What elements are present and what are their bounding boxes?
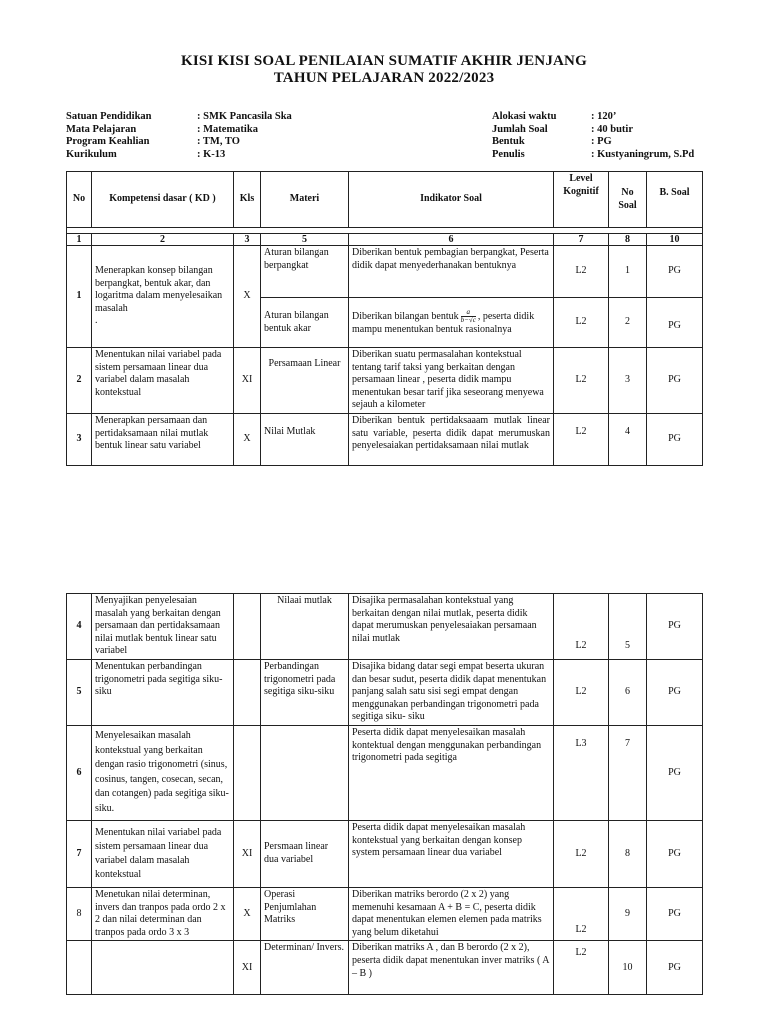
header-no-soal: No Soal	[609, 172, 647, 228]
row-kls	[234, 594, 261, 660]
meta-label: Mata Pelajaran	[66, 123, 137, 135]
document-subtitle: TAHUN PELAJARAN 2022/2023	[273, 70, 495, 86]
row-kd: Menentukan perbandingan trigonometri pada segitiga siku-siku	[92, 659, 234, 725]
row-no-soal: 10	[609, 941, 647, 995]
row-kls: XI	[234, 941, 261, 995]
meta-value: : Matematika	[197, 123, 258, 135]
row-bentuk: PG	[647, 820, 703, 887]
row-bentuk: PG	[647, 246, 703, 298]
row-materi: Determinan/ Invers.	[261, 941, 349, 995]
row-indikator: Disajika permasalahan kontekstual yang berkaitan dengan nilai mutlak, peserta didik dapat merumuskan penyelesaiakan persamaan nilai mutlak	[349, 594, 554, 660]
table-row	[67, 246, 703, 298]
row-kls: X	[234, 887, 261, 940]
header-kls: Kls	[234, 172, 261, 228]
row-level: L2	[554, 298, 609, 348]
row-bentuk: PG	[647, 941, 703, 995]
row-no-soal: 6	[609, 659, 647, 725]
column-number-row	[67, 234, 703, 246]
row-no-soal: 1	[609, 246, 647, 298]
row-kd: Menentukan nilai variabel pada sistem persamaan linear dua variabel dalam masalah kontekstual	[92, 820, 234, 887]
row-no: 2	[67, 348, 92, 414]
row-indikator: Disajika bidang datar segi empat beserta ukuran dan besar sudut, peserta didik dapat menentukan panjang salah satu sisi segi empat dengan menggunakan perbandingan trigonometri pada segitiga siku- siku	[349, 659, 554, 725]
col-number: 7	[554, 234, 609, 246]
meta-label: Satuan Pendidikan	[66, 111, 152, 122]
row-kd: Menerapkan konsep bilangan berpangkat, bentuk akar, dan logaritma dalam menyelesaikan masalah .	[92, 246, 234, 348]
meta-value: : Kustyaningrum, S.Pd	[591, 148, 695, 160]
table-row	[67, 820, 703, 887]
meta-value: : TM, TO	[197, 136, 240, 147]
row-kls: XI	[234, 348, 261, 414]
indikator-text: Diberikan bilangan bentuk	[352, 310, 459, 322]
kisi-table-page-1	[66, 171, 703, 466]
row-indikator: Peserta didik dapat menyelesaikan masalah kontekstual yang berkaitan dengan konsep system persamaan linear dua variabel	[349, 820, 554, 887]
table-row	[67, 887, 703, 940]
meta-label: Penulis	[492, 148, 525, 160]
header-materi: Materi	[261, 172, 349, 228]
row-no-soal: 3	[609, 348, 647, 414]
table-row	[67, 941, 703, 995]
row-level: L2	[554, 348, 609, 414]
row-no-soal: 7	[609, 725, 647, 820]
row-no-soal: 5	[609, 594, 647, 660]
kisi-table-page-2	[66, 593, 703, 995]
indikator-text: , peserta didik mampu menentukan bentuk rasionalnya	[352, 310, 535, 335]
row-no-soal: 9	[609, 887, 647, 940]
fraction	[461, 309, 476, 324]
row-indikator: Diberikan matriks berordo (2 x 2) yang memenuhi kesamaan A + B = C, peserta didik dapat menentukan elemen elemen pada matriks yang belum diketahui	[349, 887, 554, 940]
header-no: No	[67, 172, 92, 228]
row-kls: XI	[234, 820, 261, 887]
meta-label: Program Keahlian	[66, 136, 150, 147]
col-number: 1	[67, 234, 92, 246]
meta-value: : 120’	[591, 111, 617, 122]
col-number: 8	[609, 234, 647, 246]
row-no: 6	[67, 725, 92, 820]
meta-right	[492, 111, 694, 161]
row-kd: Menerapkan persamaan dan pertidaksamaan nilai mutlak bentuk linear satu variabel	[92, 413, 234, 465]
meta-value: : SMK Pancasila Ska	[197, 111, 292, 122]
row-kls: X	[234, 246, 261, 348]
row-materi: Persmaan linear dua variabel	[261, 820, 349, 887]
row-materi: Nilai Mutlak	[261, 413, 349, 465]
row-level: L2	[554, 887, 609, 940]
meta-value: : PG	[591, 136, 612, 147]
meta-label: Bentuk	[492, 136, 525, 147]
row-kd: Menyelesaikan masalah kontekstual yang berkaitan dengan rasio trigonometri (sinus, cosinus, tangen, cosecan, secan, dan cotangen) pada segitiga siku-siku.	[92, 725, 234, 820]
row-level: L2	[554, 941, 609, 995]
row-no: 4	[67, 594, 92, 660]
row-kd	[92, 941, 234, 995]
row-no: 8	[67, 887, 92, 940]
row-materi: Operasi Penjumlahan Matriks	[261, 887, 349, 940]
row-level: L3	[554, 725, 609, 820]
row-materi	[261, 725, 349, 820]
row-indikator: Diberikan bentuk pembagian berpangkat, Peserta didik dapat menyederhanakan bentuknya	[349, 246, 554, 298]
meta-value: : 40 butir	[591, 123, 633, 135]
row-materi: Aturan bilangan bentuk akar	[261, 298, 349, 348]
row-no-soal: 2	[609, 298, 647, 348]
row-bentuk: PG	[647, 887, 703, 940]
row-bentuk: PG	[647, 298, 703, 348]
row-indikator: Peserta didik dapat menyelesaikan masalah kontektual dengan menggunakan perbandingan trigonometri pada segitiga	[349, 725, 554, 820]
row-no: 3	[67, 413, 92, 465]
row-bentuk: PG	[647, 659, 703, 725]
table-row	[67, 348, 703, 414]
table-row	[67, 594, 703, 660]
row-materi: Nilaai mutlak	[261, 594, 349, 660]
table-header-row	[67, 172, 703, 228]
row-kls: X	[234, 413, 261, 465]
header-kd: Kompetensi dasar ( KD )	[92, 172, 234, 228]
row-kls	[234, 725, 261, 820]
col-number: 10	[647, 234, 703, 246]
col-number: 3	[234, 234, 261, 246]
row-level: L2	[554, 659, 609, 725]
row-bentuk: PG	[647, 594, 703, 660]
fraction-numerator: a	[461, 309, 476, 317]
document-title: KISI KISI SOAL PENILAIAN SUMATIF AKHIR JENJANG	[181, 53, 587, 69]
row-materi: Aturan bilangan berpangkat	[261, 246, 349, 298]
row-kls	[234, 659, 261, 725]
meta-label: Alokasi waktu	[492, 111, 557, 122]
row-materi: Persamaan Linear	[261, 348, 349, 414]
col-number: 5	[261, 234, 349, 246]
table-row	[67, 659, 703, 725]
row-bentuk: PG	[647, 725, 703, 820]
header-bentuk: B. Soal	[647, 172, 703, 228]
row-level: L2	[554, 594, 609, 660]
table-row	[67, 413, 703, 465]
meta-value: : K-13	[197, 148, 226, 160]
meta-label: Kurikulum	[66, 148, 117, 160]
row-materi: Perbandingan trigonometri pada segitiga siku-siku	[261, 659, 349, 725]
fraction-denominator: b−√c	[460, 315, 476, 324]
meta-label: Jumlah Soal	[492, 123, 548, 135]
col-number: 2	[92, 234, 234, 246]
table-row	[67, 725, 703, 820]
row-no: 5	[67, 659, 92, 725]
row-indikator: Diberikan suatu permasalahan kontekstual tentang tarif taksi yang berkaitan dengan persamaan linear , peserta didik mampu menentukan besar tarif jika seseorang menyewa sejauh a kilometer	[349, 348, 554, 414]
row-no: 1	[67, 246, 92, 348]
meta-left	[66, 111, 292, 161]
row-indikator	[349, 298, 554, 348]
row-no: 7	[67, 820, 92, 887]
header-level: Level Kognitif	[554, 172, 609, 228]
row-kd: Menentukan nilai variabel pada sistem persamaan linear dua variabel dalam masalah kontekstual	[92, 348, 234, 414]
row-bentuk: PG	[647, 413, 703, 465]
row-no-soal: 8	[609, 820, 647, 887]
col-number: 6	[349, 234, 554, 246]
row-no	[67, 941, 92, 995]
row-indikator: Diberikan bentuk pertidaksaaam mutlak linear satu variable, peserta didik dapat merumuskan penyelesaiakan pertidaksamaan nilai mutlak	[349, 413, 554, 465]
row-indikator: Diberikan matriks A , dan B berordo (2 x 2), peserta didik dapat menentukan inver matriks ( A – B )	[349, 941, 554, 995]
row-level: L2	[554, 820, 609, 887]
row-kd: Menyajikan penyelesaian masalah yang berkaitan dengan persamaan dan pertidaksamaan nilai mutlak bentuk linear satu variabel	[92, 594, 234, 660]
row-no-soal: 4	[609, 413, 647, 465]
row-bentuk: PG	[647, 348, 703, 414]
row-level: L2	[554, 413, 609, 465]
row-level: L2	[554, 246, 609, 298]
row-kd: Menetukan nilai determinan, invers dan tranpos pada ordo 2 x 2 dan nilai determinan dan tranpos pada ordo 3 x 3	[92, 887, 234, 940]
header-indikator: Indikator Soal	[349, 172, 554, 228]
